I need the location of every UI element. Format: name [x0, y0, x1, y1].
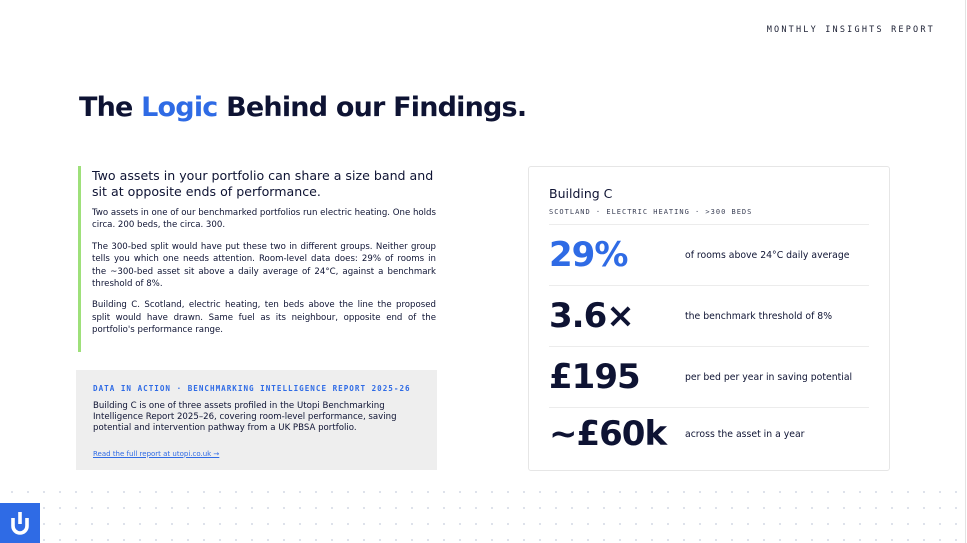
stat-row — [549, 225, 869, 286]
page-border — [965, 0, 966, 543]
stat-row — [549, 347, 869, 408]
utopi-logo-icon — [8, 510, 32, 536]
full-report-link[interactable]: Read the full report at utopi.co.uk → — [93, 449, 220, 458]
paragraph-split: The 300-bed split would have put these two in different groups. Neither group tells you which one needs attention. Room-level data does: 29% of rooms in the ~300-bed asset sit above a daily average of 24°C, against a benchmark threshold of 8%. — [92, 241, 436, 290]
title-before: The — [79, 92, 142, 123]
decorative-dot-grid — [0, 478, 967, 543]
callout-text: Building C is one of three assets profiled in the Utopi Benchmarking Intelligence Report 2025–26, covering room-level performance, saving potential and intervention pathway from a UK PBSA portfolio. — [93, 401, 397, 434]
stat-value: 3.6× — [549, 296, 634, 336]
stat-value: ~£60k — [549, 414, 667, 454]
stat-row — [549, 408, 869, 460]
title-after: Behind our Findings. — [217, 92, 527, 123]
data-in-action-callout — [76, 370, 437, 470]
title-accent: Logic — [141, 92, 218, 123]
page-title — [79, 92, 526, 123]
stat-description: across the asset in a year — [685, 428, 805, 440]
card-title: Building C — [549, 186, 613, 201]
paragraph-assets: Two assets in one of our benchmarked portfolios run electric heating. One holds circa. 200 beds, the circa. 300. — [92, 208, 436, 231]
paragraph-building-c: Building C. Scotland, electric heating, ten beds above the line the proposed split would have drawn. Same fuel as its neighbour, opposite end of the portfolio's performance range. — [92, 300, 436, 336]
stat-description: per bed per year in saving potential — [685, 371, 853, 383]
stat-value: 29% — [549, 235, 628, 275]
utopi-logo — [0, 503, 40, 543]
building-c-card — [528, 166, 890, 471]
lead-statement: Two assets in your portfolio can share a size band and sit at opposite ends of performance. — [92, 168, 434, 199]
callout-tag: DATA IN ACTION · BENCHMARKING INTELLIGENCE REPORT 2025-26 — [93, 384, 411, 393]
stat-value: £195 — [549, 357, 640, 397]
findings-text-block — [78, 166, 436, 352]
stat-description: of rooms above 24°C daily average — [685, 249, 850, 261]
card-subtitle: SCOTLAND · ELECTRIC HEATING · >300 BEDS — [549, 208, 869, 225]
report-header-tag: MONTHLY INSIGHTS REPORT — [766, 25, 935, 35]
stat-description: the benchmark threshold of 8% — [685, 310, 833, 322]
stat-row — [549, 286, 869, 347]
